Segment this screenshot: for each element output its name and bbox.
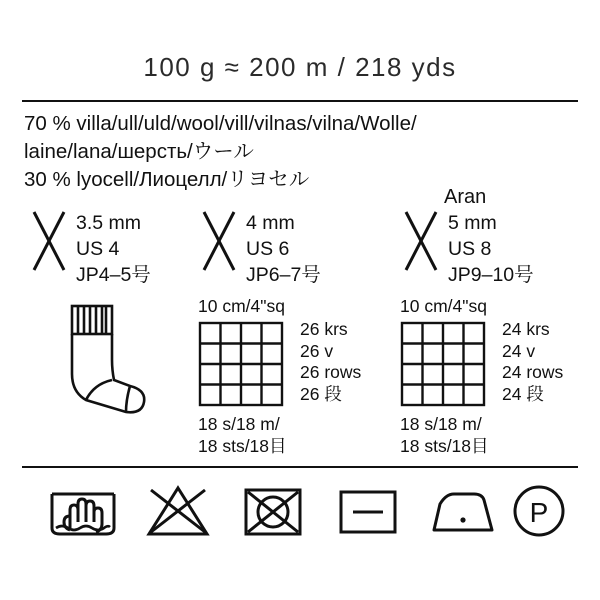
gauge-sts-1-1: 18 sts/18目 — [198, 436, 287, 456]
gauge-grid-icon — [400, 321, 486, 407]
fiber-line-2: laine/lana/шерсть/ウール — [24, 140, 254, 163]
gauge-row-counts-2 — [502, 319, 563, 405]
needle-jp-2: JP6–7号 — [246, 264, 321, 286]
needle-size-text-3 — [448, 210, 534, 288]
needle-us-2: US 6 — [246, 238, 290, 260]
divider-bottom — [22, 466, 578, 468]
needle-metric-3: 5 mm — [448, 212, 497, 234]
gauge-stitch-counts-2 — [400, 413, 489, 457]
yarn-weight-class-label: Aran — [444, 186, 487, 208]
fiber-line-1: 70 % villa/ull/uld/wool/vill/vilnas/vilna/Wolle/ — [24, 112, 417, 135]
svg-text:P: P — [529, 497, 549, 528]
dry-flat-icon — [333, 482, 403, 540]
gauge-sts-2-1: 18 sts/18目 — [400, 436, 489, 456]
fiber-content — [24, 110, 584, 194]
do-not-tumble-dry-icon — [238, 482, 308, 540]
gauge-rows-2-0: 24 krs — [502, 319, 550, 339]
gauge-block-1 — [198, 296, 362, 457]
gauge-grid-icon — [198, 321, 284, 407]
needle-metric-1: 3.5 mm — [76, 212, 142, 234]
iron-low-icon — [428, 482, 498, 540]
gauge-rows-1-2: 26 rows — [300, 362, 362, 382]
needle-sizes — [24, 186, 584, 296]
fiber-line-3: 30 % lyocell/Лиоцелл/リヨセル — [24, 168, 310, 191]
divider-top — [22, 100, 578, 102]
gauge-title-2: 10 cm/4"sq — [400, 296, 487, 316]
care-symbols — [40, 482, 560, 546]
gauge-rows-2-1: 24 v — [502, 340, 536, 361]
needle-size-text-1 — [76, 210, 151, 288]
hand-wash-icon — [48, 482, 118, 540]
gauge-rows-2-3: 24 段 — [502, 383, 544, 404]
knitting-needles-icon — [402, 210, 440, 272]
gauge-rows-2-2: 24 rows — [502, 362, 564, 382]
needle-us-3: US 8 — [448, 238, 492, 260]
gauge-rows-1-0: 26 krs — [300, 319, 348, 339]
needle-jp-1: JP4–5号 — [76, 264, 151, 286]
gauge-rows-1-3: 26 段 — [300, 383, 342, 404]
knitting-needles-icon — [200, 210, 238, 272]
gauge-block-2 — [400, 296, 564, 457]
weight-length-text: 100 g ≈ 200 m / 218 yds — [143, 52, 457, 82]
do-not-bleach-icon — [143, 482, 213, 540]
needle-size-text-2 — [246, 210, 321, 288]
needle-metric-2: 4 mm — [246, 212, 295, 234]
professional-dry-clean-p-icon — [510, 482, 568, 540]
gauge-row-counts-1 — [300, 319, 361, 405]
gauge-rows-1-1: 26 v — [300, 340, 334, 361]
gauge-title-1: 10 cm/4"sq — [198, 296, 285, 316]
needle-jp-3: JP9–10号 — [448, 264, 534, 286]
knitted-sock-icon — [52, 300, 172, 420]
knitting-needles-icon — [30, 210, 68, 272]
gauge-stitch-counts-1 — [198, 413, 287, 457]
needle-us-1: US 4 — [76, 238, 120, 260]
gauge-sts-1-0: 18 s/18 m/ — [198, 414, 280, 434]
gauge-sts-2-0: 18 s/18 m/ — [400, 414, 482, 434]
